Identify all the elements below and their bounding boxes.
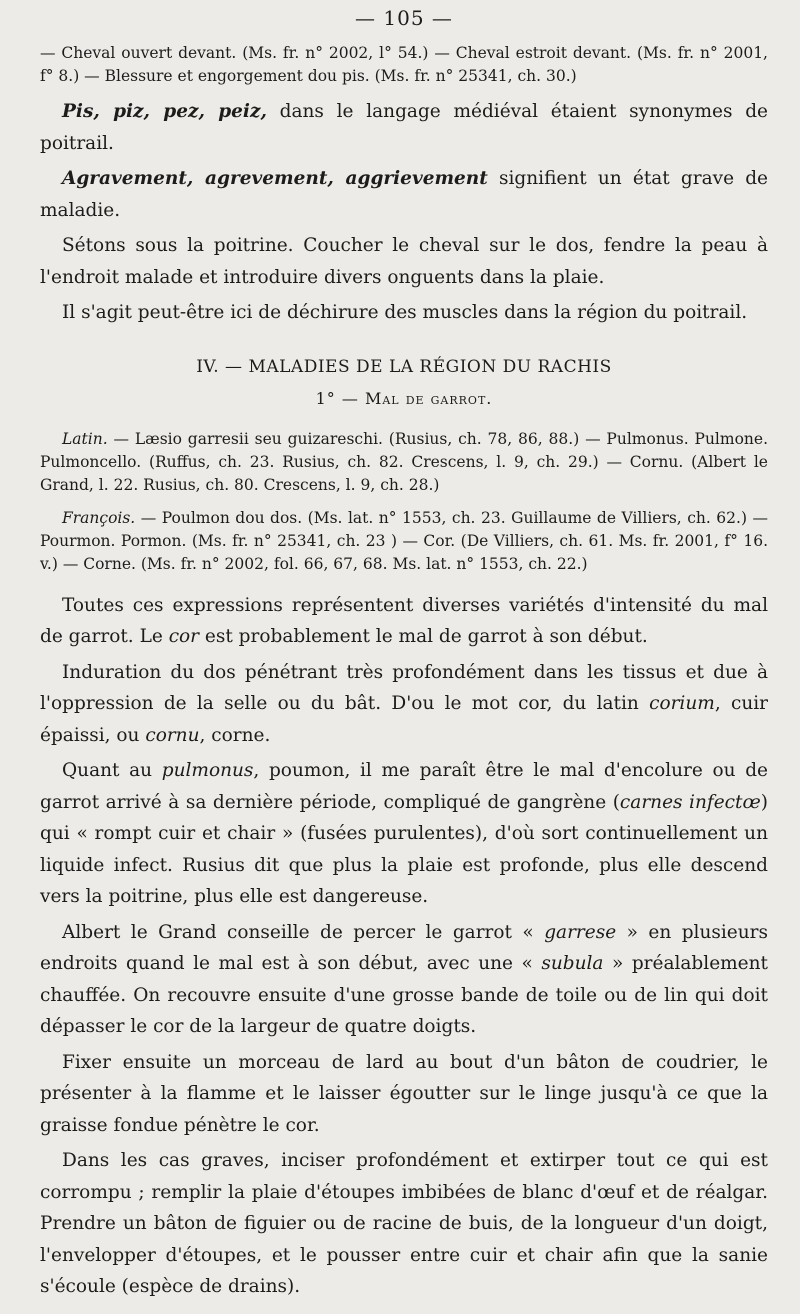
toutes-text-a: Toutes ces expressions représentent diverses variétés d'intensité du mal de garrot. Le [40, 594, 768, 647]
paragraph-dans: Dans les cas graves, inciser profondément et extirper tout ce qui est corrompu ; remplir la plaie d'étoupes imbibées de blanc d'œuf et de réalgar. Prendre un bâton de figuier ou de racine de buis, de la longueur d'un doigt, l'envelopper d'étoupes, et le pousser entre cuir et chair afin que la sanie s'écoule (espèce de drains). [40, 1150, 768, 1297]
subsection-number: 1° — [315, 388, 365, 408]
paragraph-fixer: Fixer ensuite un morceau de lard au bout d'un bâton de coudrier, le présenter à la flamme et le laisser égoutter sur le linge jusqu'à ce que la graisse fondue pénètre le cor. [40, 1051, 768, 1136]
induration-text-b: , cuir épaissi, ou [40, 693, 768, 746]
induration-corium: corium [649, 693, 715, 714]
induration-text-a: Induration du dos pénétrant très profondément dans les tissus et due à l'oppression de la selle ou du bât. D'ou le mot cor, du latin [40, 661, 768, 714]
quant-pulmonus: pulmonus [161, 760, 254, 781]
paragraph-toutes [40, 590, 768, 653]
page-number: — 105 — [355, 6, 453, 30]
albert-garrese: garrese [544, 921, 617, 943]
section-title: IV. — MALADIES DE LA RÉGION DU RACHIS [196, 356, 612, 377]
quant-text-b: , poumon, il me paraît être le mal d'encolure ou de garrot arrivé à sa dernière période, compliqué de gangrène ( [40, 760, 768, 813]
paragraph-induration [40, 657, 768, 752]
agravement-text: signifient un état grave de maladie. [40, 168, 768, 221]
subsection-label: Mal de garrot. [364, 388, 493, 408]
induration-text-c: , corne. [199, 724, 271, 746]
francois-references [40, 507, 768, 576]
albert-subula: subula [541, 953, 604, 974]
pis-text: dans le langage médiéval étaient synonymes de poitrail. [40, 101, 768, 154]
top-references [40, 42, 768, 88]
paragraph-quant [40, 755, 768, 913]
albert-text-b: » en plusieurs endroits quand le mal est à son début, avec une « [40, 921, 768, 974]
quant-text-c: ) qui « rompt cuir et chair » (fusées purulentes), d'où sort continuellement un liquide infect. Rusius dit que plus la plaie est profonde, plus elle descend vers la poitrine, plus elle est dangereuse. [40, 791, 768, 907]
paragraph-albert [40, 917, 768, 1043]
paragraph-agravement [40, 163, 768, 226]
induration-cornu: cornu [145, 724, 200, 746]
top-references-text: — Cheval ouvert devant. (Ms. fr. n° 2002, l° 54.) — Cheval estroit devant. (Ms. fr. n° 2001, f° 8.) — Blessure et engorgement dou pis. (Ms. fr. n° 25341, ch. 30.) [40, 44, 768, 85]
toutes-text-b: est probablement le mal de garrot à son début. [199, 626, 648, 647]
paragraph-setons: Sétons sous la poitrine. Coucher le cheval sur le dos, fendre la peau à l'endroit malade et introduire divers onguents dans la plaie. [40, 235, 768, 288]
quant-carnes: carnes infectœ [619, 791, 761, 813]
latin-references [40, 428, 768, 497]
agravement-terms: Agravement, agrevement, aggrievement [62, 168, 488, 189]
albert-text-c: » préalablement chauffée. On recouvre ensuite d'une grosse bande de toile ou de lin qui doit dépasser le cor de la largeur de quatre doigts. [40, 953, 768, 1037]
latin-label: Latin. [62, 429, 108, 448]
pis-terms: Pis, piz, pez, peiz, [62, 101, 267, 122]
albert-text-a: Albert le Grand conseille de percer le garrot « [62, 921, 545, 943]
francois-label: François. [62, 508, 136, 527]
subsection-title [40, 389, 768, 408]
toutes-cor: cor [168, 626, 200, 647]
latin-text: — Læsio garresii seu guizareschi. (Rusius, ch. 78, 86, 88.) — Pulmonus. Pulmone. Pulmoncello. (Ruffus, ch. 23. Rusius, ch. 82. Crescens, l. 9, ch. 29.) — Cornu. (Albert le Grand, l. 22. Rusius, ch. 80. Crescens, l. 9, ch. 28.) [40, 429, 768, 494]
francois-text: — Poulmon dou dos. (Ms. lat. n° 1553, ch. 23. Guillaume de Villiers, ch. 62.) — Pourmon. Pormon. (Ms. fr. n° 25341, ch. 23 ) — Cor. (De Villiers, ch. 61. Ms. fr. 2001, f° 16. v.) — Corne. (Ms. fr. n° 2002, fol. 66, 67, 68. Ms. lat. n° 1553, ch. 22.) [40, 508, 768, 573]
paragraph-dechirure: Il s'agit peut-être ici de déchirure des muscles dans la région du poitrail. [62, 302, 748, 323]
paragraph-pis [40, 96, 768, 159]
quant-text-a: Quant au [62, 760, 162, 781]
